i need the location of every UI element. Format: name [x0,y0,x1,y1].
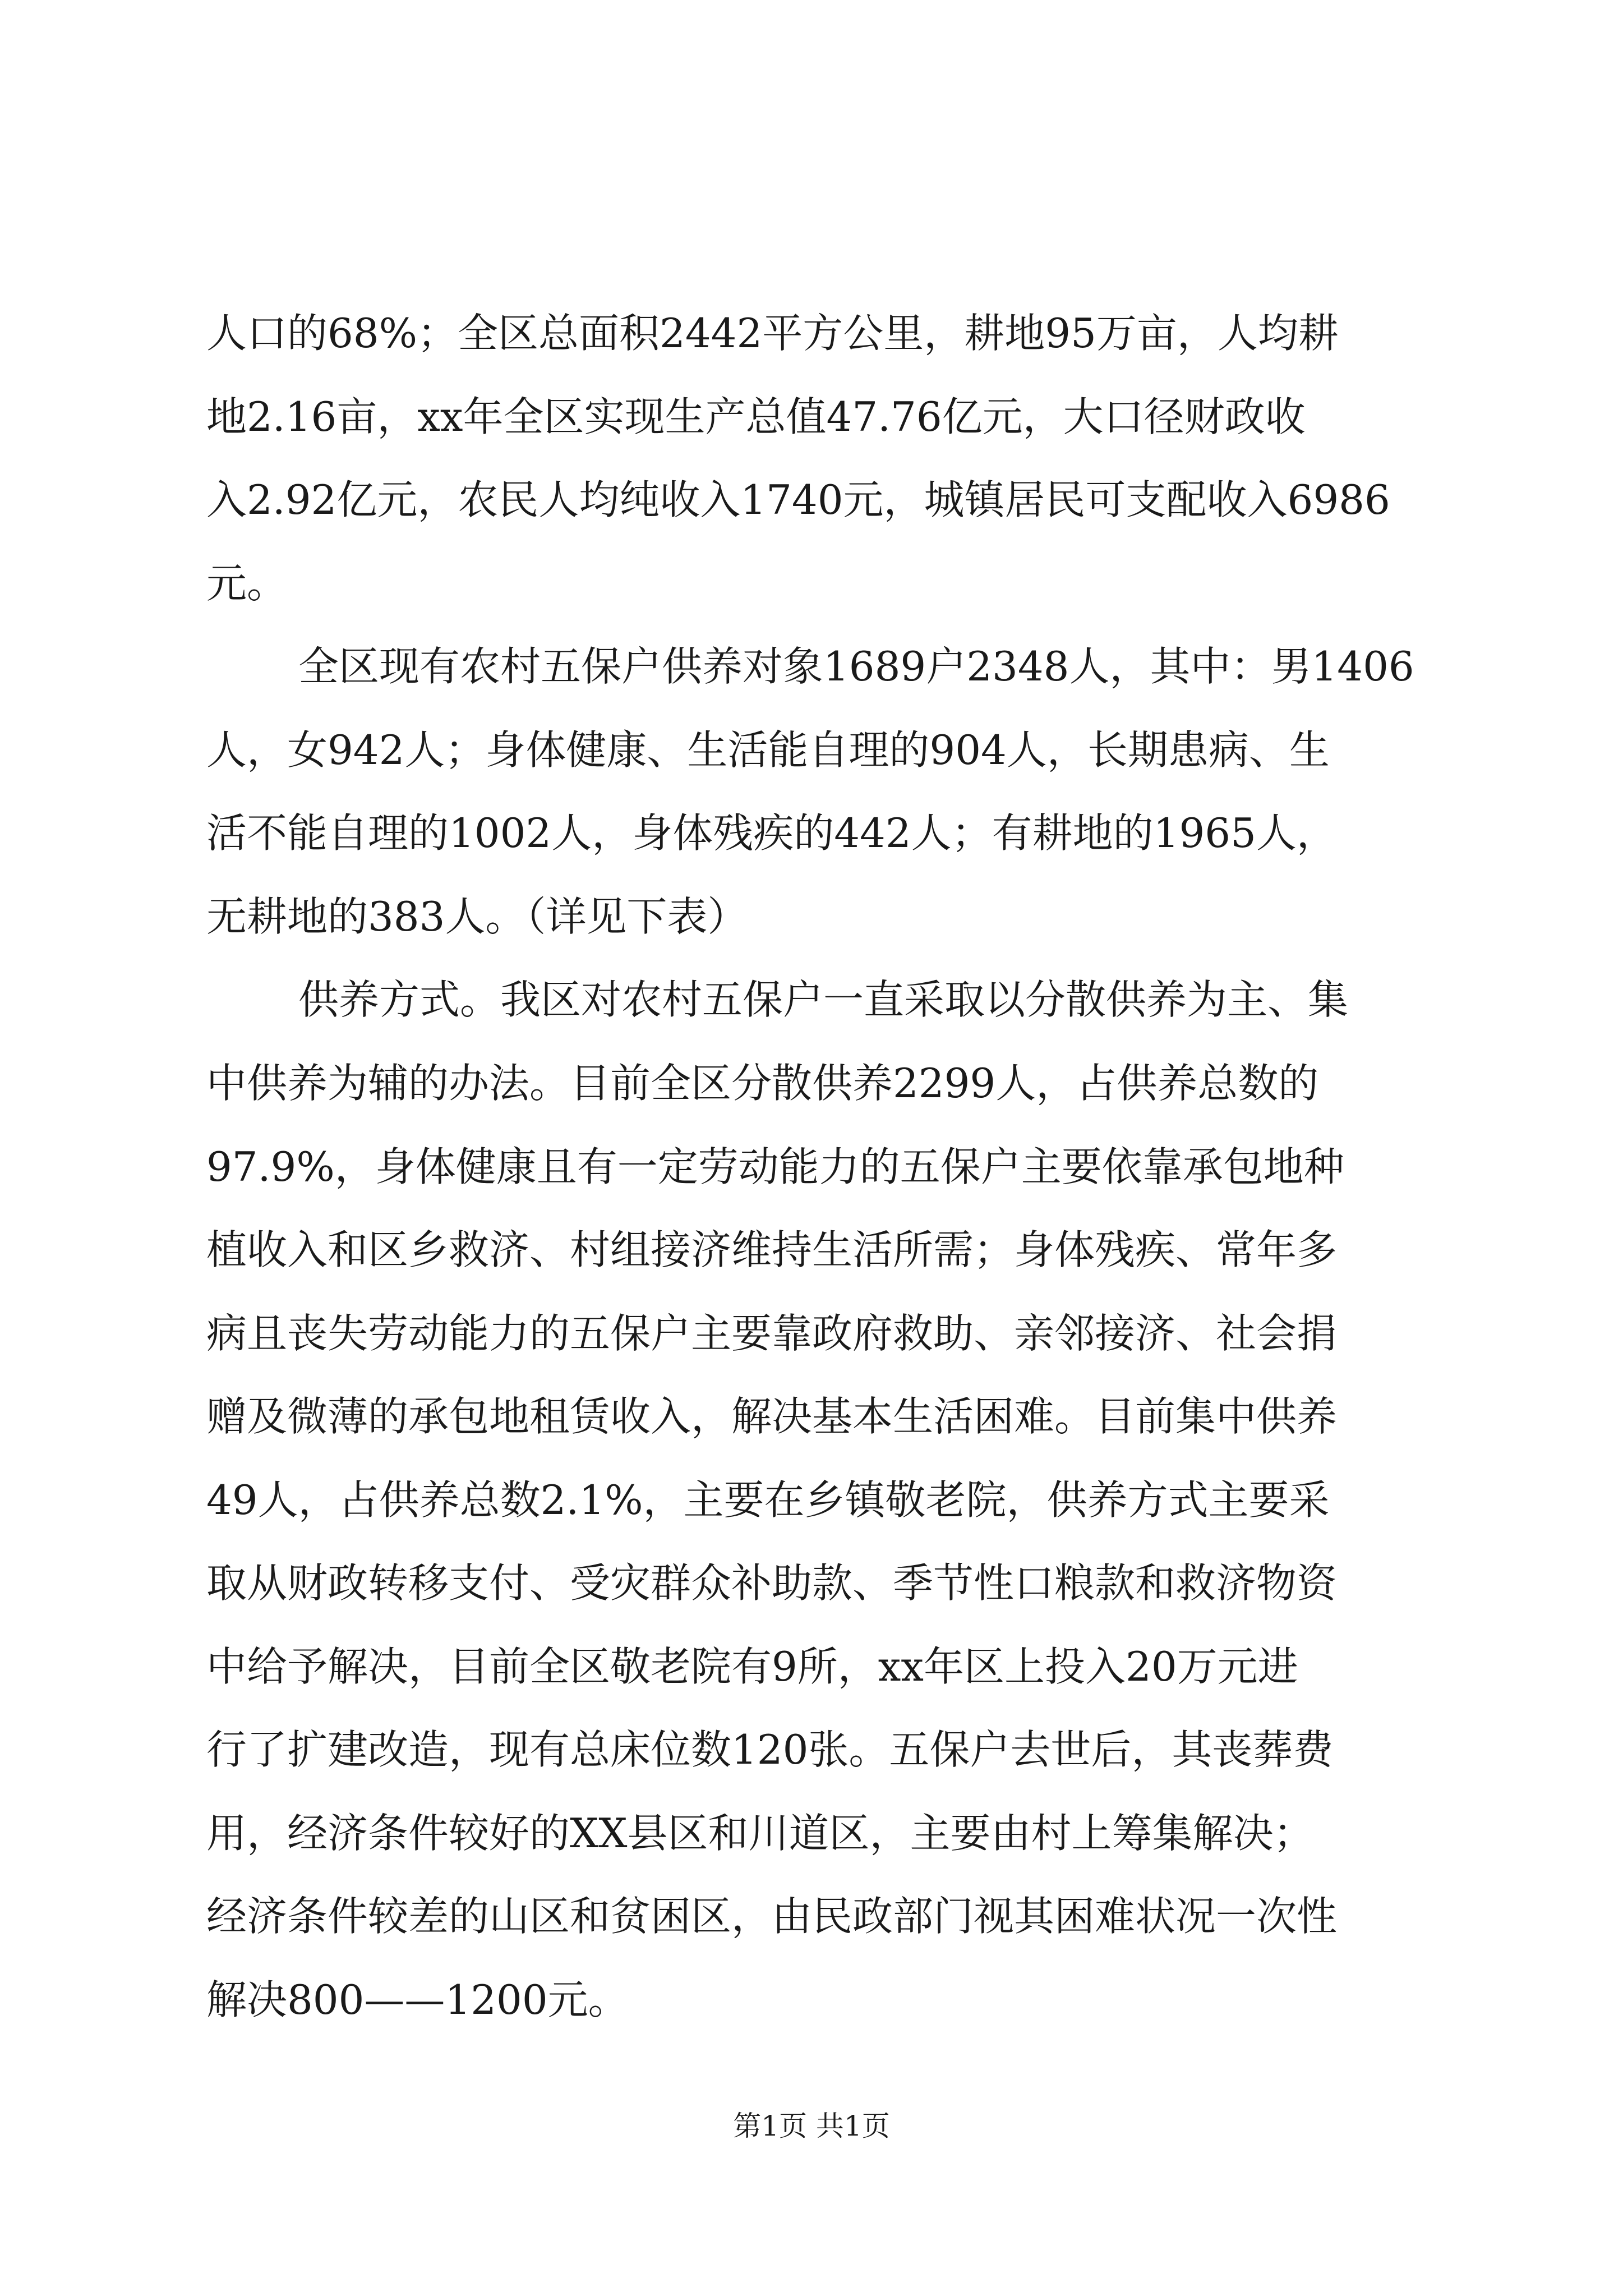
paragraph-line: 中给予解决，目前全区敬老院有9所，xx年区上投入20万元进 [206,1643,1298,1690]
paragraph-line: 用，经济条件较好的XX县区和川道区，主要由村上筹集解决； [206,1810,1314,1857]
paragraph-line: 元。 [206,560,288,607]
paragraph-line: 供养方式。我区对农村五保户一直采取以分散供养为主、集 [298,976,1349,1023]
paragraph-line: 无耕地的383人。（详见下表） [206,893,748,940]
paragraph-line: 地2.16亩，xx年全区实现生产总值47.76亿元，大口径财政收 [206,393,1306,440]
paragraph-line: 活不能自理的1002人，身体残疾的442人；有耕地的1965人， [206,809,1337,857]
paragraph-line: 人，女942人；身体健康、生活能自理的904人，长期患病、生 [206,726,1330,774]
paragraph-line: 病且丧失劳动能力的五保户主要靠政府救助、亲邻接济、社会捐 [206,1310,1338,1357]
paragraph-line: 入2.92亿元，农民人均纯收入1740元，城镇居民可支配收入6986 [206,476,1390,523]
paragraph-line: 97.9%，身体健康且有一定劳动能力的五保户主要依靠承包地种 [206,1143,1344,1190]
paragraph-line: 中供养为辅的办法。目前全区分散供养2299人，占供养总数的 [206,1060,1319,1107]
paragraph-line: 植收入和区乡救济、村组接济维持生活所需；身体残疾、常年多 [206,1226,1338,1273]
paragraph-line: 经济条件较差的山区和贫困区，由民政部门视其困难状况一次性 [206,1893,1338,1940]
paragraph-line: 取从财政转移支付、受灾群众补助款、季节性口粮款和救济物资 [206,1559,1338,1607]
paragraph-line: 赠及微薄的承包地租赁收入，解决基本生活困难。目前集中供养 [206,1393,1338,1440]
paragraph-line: 解决800——1200元。 [206,1976,629,2023]
paragraph-line: 人口的68%；全区总面积2442平方公里，耕地95万亩，人均耕 [206,310,1339,357]
paragraph-line: 49人，占供养总数2.1%，主要在乡镇敬老院，供养方式主要采 [206,1476,1330,1524]
paragraph-line: 全区现有农村五保户供养对象1689户2348人，其中：男1406 [298,643,1414,690]
page-number-footer: 第1页 共1页 [733,2110,890,2142]
paragraph-line: 行了扩建改造，现有总床位数120张。五保户去世后，其丧葬费 [206,1726,1334,1773]
